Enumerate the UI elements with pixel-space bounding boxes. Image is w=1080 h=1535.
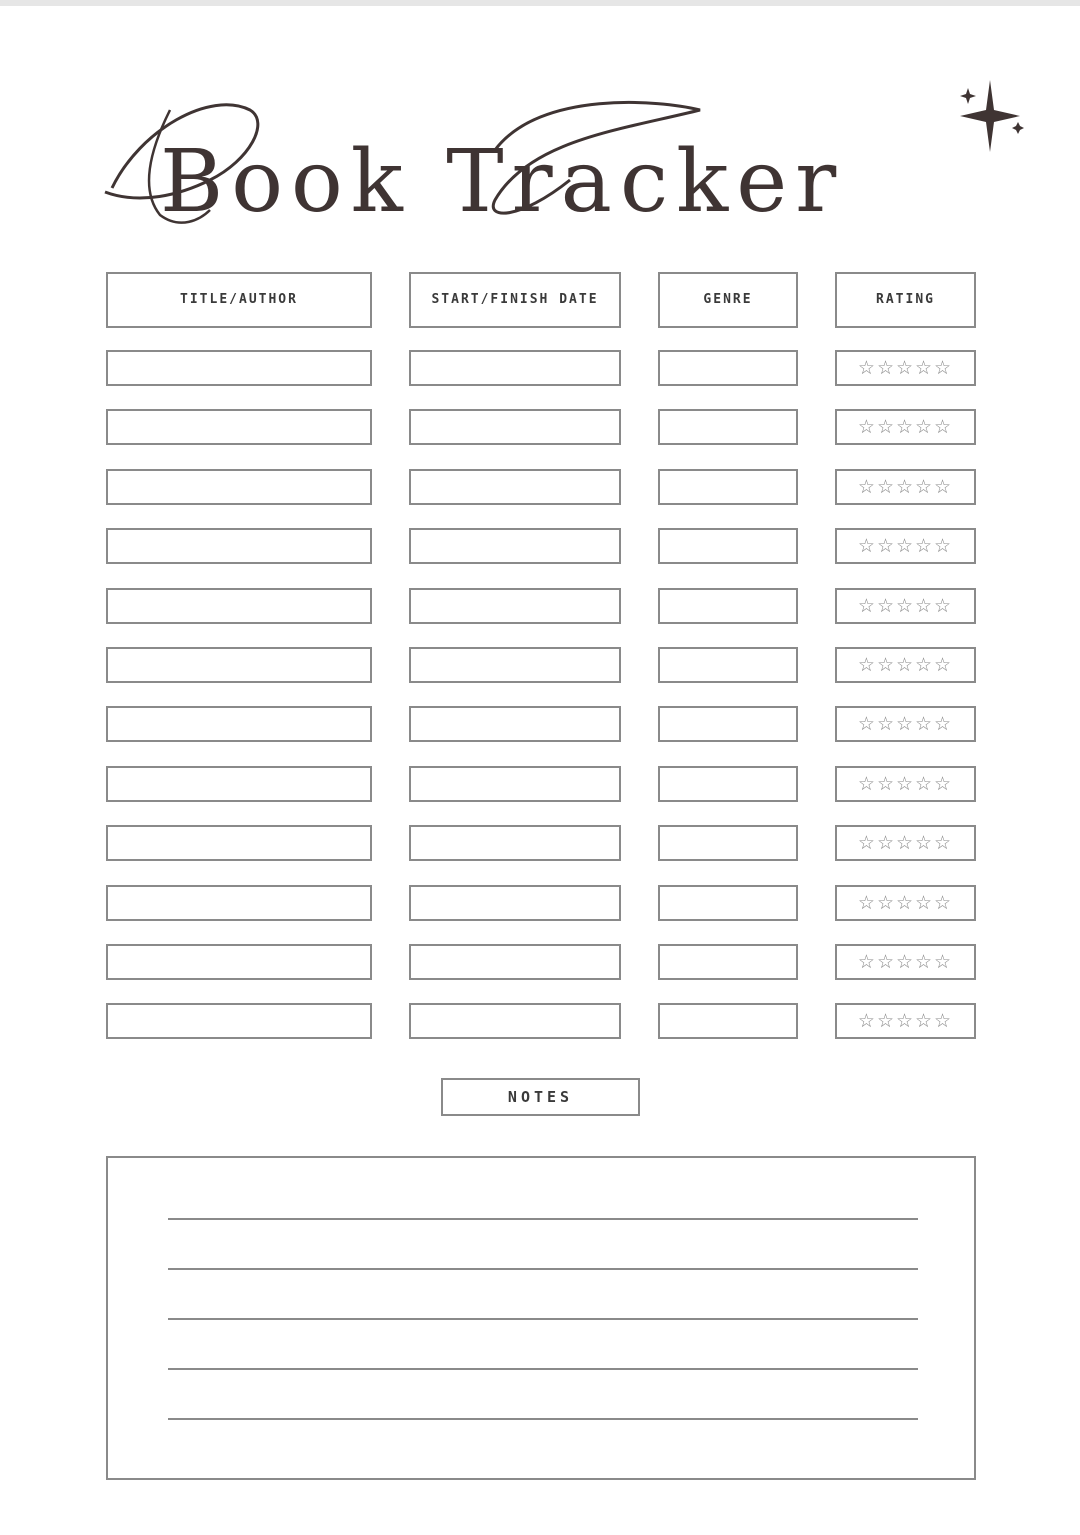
- rating-stars-11[interactable]: ☆☆☆☆☆: [835, 944, 976, 980]
- notes-line-4: [168, 1368, 918, 1370]
- title-author-field-7[interactable]: [106, 706, 372, 742]
- start-finish-date-field-9[interactable]: [409, 825, 621, 861]
- notes-line-3: [168, 1318, 918, 1320]
- start-finish-date-field-7[interactable]: [409, 706, 621, 742]
- start-finish-date-field-2[interactable]: [409, 409, 621, 445]
- rating-stars-5[interactable]: ☆☆☆☆☆: [835, 588, 976, 624]
- title-author-field-4[interactable]: [106, 528, 372, 564]
- start-finish-date-field-1[interactable]: [409, 350, 621, 386]
- header-genre: GENRE: [658, 272, 798, 328]
- header-start-finish-date: START/FINISH DATE: [409, 272, 621, 328]
- rating-stars-2[interactable]: ☆☆☆☆☆: [835, 409, 976, 445]
- start-finish-date-field-12[interactable]: [409, 1003, 621, 1039]
- start-finish-date-field-10[interactable]: [409, 885, 621, 921]
- genre-field-11[interactable]: [658, 944, 798, 980]
- start-finish-date-field-3[interactable]: [409, 469, 621, 505]
- start-finish-date-field-6[interactable]: [409, 647, 621, 683]
- start-finish-date-field-5[interactable]: [409, 588, 621, 624]
- genre-field-4[interactable]: [658, 528, 798, 564]
- genre-field-8[interactable]: [658, 766, 798, 802]
- genre-field-2[interactable]: [658, 409, 798, 445]
- title-author-field-8[interactable]: [106, 766, 372, 802]
- genre-field-5[interactable]: [658, 588, 798, 624]
- rating-stars-4[interactable]: ☆☆☆☆☆: [835, 528, 976, 564]
- start-finish-date-field-11[interactable]: [409, 944, 621, 980]
- genre-field-3[interactable]: [658, 469, 798, 505]
- notes-line-1: [168, 1218, 918, 1220]
- rating-stars-7[interactable]: ☆☆☆☆☆: [835, 706, 976, 742]
- title-author-field-2[interactable]: [106, 409, 372, 445]
- genre-field-7[interactable]: [658, 706, 798, 742]
- notes-line-5: [168, 1418, 918, 1420]
- title-author-field-5[interactable]: [106, 588, 372, 624]
- start-finish-date-field-4[interactable]: [409, 528, 621, 564]
- title-author-field-1[interactable]: [106, 350, 372, 386]
- header-title-author: TITLE/AUTHOR: [106, 272, 372, 328]
- genre-field-6[interactable]: [658, 647, 798, 683]
- title-author-field-9[interactable]: [106, 825, 372, 861]
- top-edge: [0, 0, 1080, 6]
- title-author-field-10[interactable]: [106, 885, 372, 921]
- rating-stars-9[interactable]: ☆☆☆☆☆: [835, 825, 976, 861]
- title-author-field-11[interactable]: [106, 944, 372, 980]
- genre-field-12[interactable]: [658, 1003, 798, 1039]
- page-title: [100, 70, 1040, 230]
- header-rating: RATING: [835, 272, 976, 328]
- title-author-field-12[interactable]: [106, 1003, 372, 1039]
- title-author-field-3[interactable]: [106, 469, 372, 505]
- genre-field-1[interactable]: [658, 350, 798, 386]
- title-author-field-6[interactable]: [106, 647, 372, 683]
- genre-field-10[interactable]: [658, 885, 798, 921]
- rating-stars-10[interactable]: ☆☆☆☆☆: [835, 885, 976, 921]
- title-text: Book Tracker: [160, 132, 845, 232]
- notes-label: NOTES: [441, 1078, 640, 1116]
- rating-stars-6[interactable]: ☆☆☆☆☆: [835, 647, 976, 683]
- notes-line-2: [168, 1268, 918, 1270]
- rating-stars-8[interactable]: ☆☆☆☆☆: [835, 766, 976, 802]
- start-finish-date-field-8[interactable]: [409, 766, 621, 802]
- genre-field-9[interactable]: [658, 825, 798, 861]
- notes-box[interactable]: [106, 1156, 976, 1480]
- rating-stars-1[interactable]: ☆☆☆☆☆: [835, 350, 976, 386]
- rating-stars-12[interactable]: ☆☆☆☆☆: [835, 1003, 976, 1039]
- rating-stars-3[interactable]: ☆☆☆☆☆: [835, 469, 976, 505]
